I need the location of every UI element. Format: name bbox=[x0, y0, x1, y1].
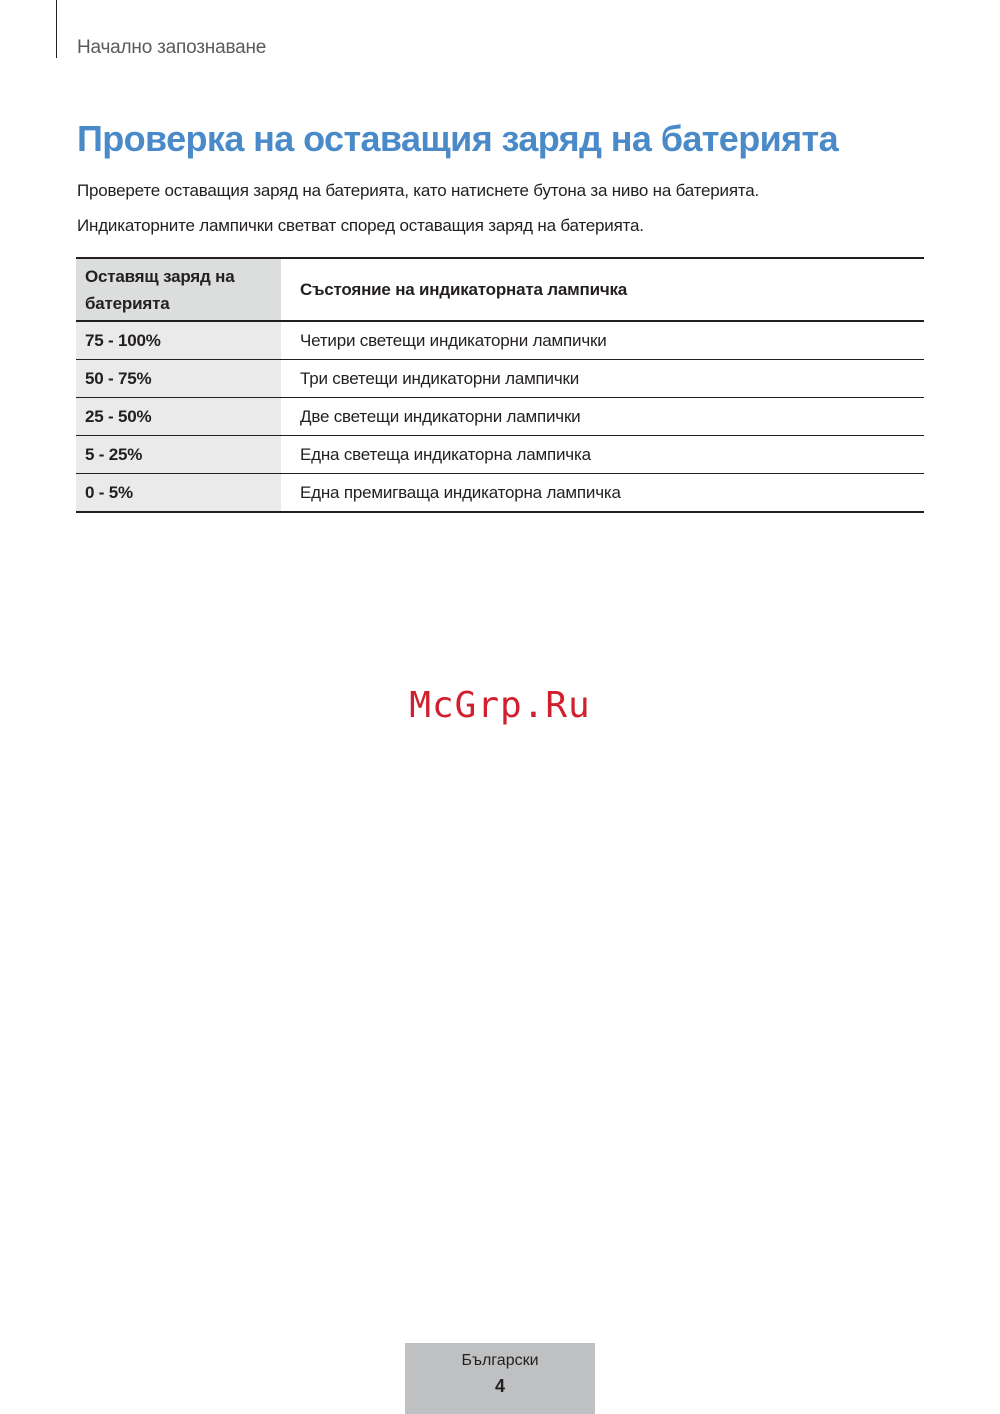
table-row bbox=[76, 436, 924, 474]
indicator-state-cell: Една премигваща индикаторна лампичка bbox=[300, 482, 621, 502]
indicator-state-cell: Една светеща индикаторна лампичка bbox=[300, 444, 591, 464]
page-title: Проверка на оставащия заряд на батерията bbox=[77, 118, 838, 159]
charge-range-cell: 5 - 25% bbox=[76, 436, 281, 474]
indicator-state-cell: Четири светещи индикаторни лампички bbox=[300, 330, 607, 350]
charge-range-cell: 75 - 100% bbox=[76, 321, 281, 360]
indicator-state-cell: Две светещи индикаторни лампички bbox=[300, 406, 581, 426]
watermark: McGrp.Ru bbox=[409, 685, 591, 726]
indicator-state-cell: Три светещи индикаторни лампички bbox=[300, 368, 580, 388]
charge-range-cell: 25 - 50% bbox=[76, 398, 281, 436]
header-divider-line bbox=[56, 0, 57, 58]
page-footer bbox=[405, 1343, 595, 1414]
table-header-row bbox=[76, 258, 924, 321]
section-header: Начално запознаване bbox=[77, 37, 267, 58]
charge-range-cell: 0 - 5% bbox=[76, 474, 281, 513]
footer-language: Български bbox=[461, 1352, 539, 1369]
description-paragraph: Индикаторните лампички светват според оставащия заряд на батерията. bbox=[77, 216, 644, 235]
column-header-state: Състояние на индикаторната лампичка bbox=[300, 280, 628, 299]
battery-level-table bbox=[76, 257, 924, 513]
charge-range-cell: 50 - 75% bbox=[76, 360, 281, 398]
intro-paragraph: Проверете оставащия заряд на батерията, като натиснете бутона за ниво на батерията. bbox=[77, 181, 760, 200]
page-number: 4 bbox=[494, 1376, 505, 1396]
table-row bbox=[76, 321, 924, 360]
table-row bbox=[76, 398, 924, 436]
table-row bbox=[76, 474, 924, 513]
column-header-charge: Оставящ заряд на батерията bbox=[76, 258, 281, 321]
table-row bbox=[76, 360, 924, 398]
